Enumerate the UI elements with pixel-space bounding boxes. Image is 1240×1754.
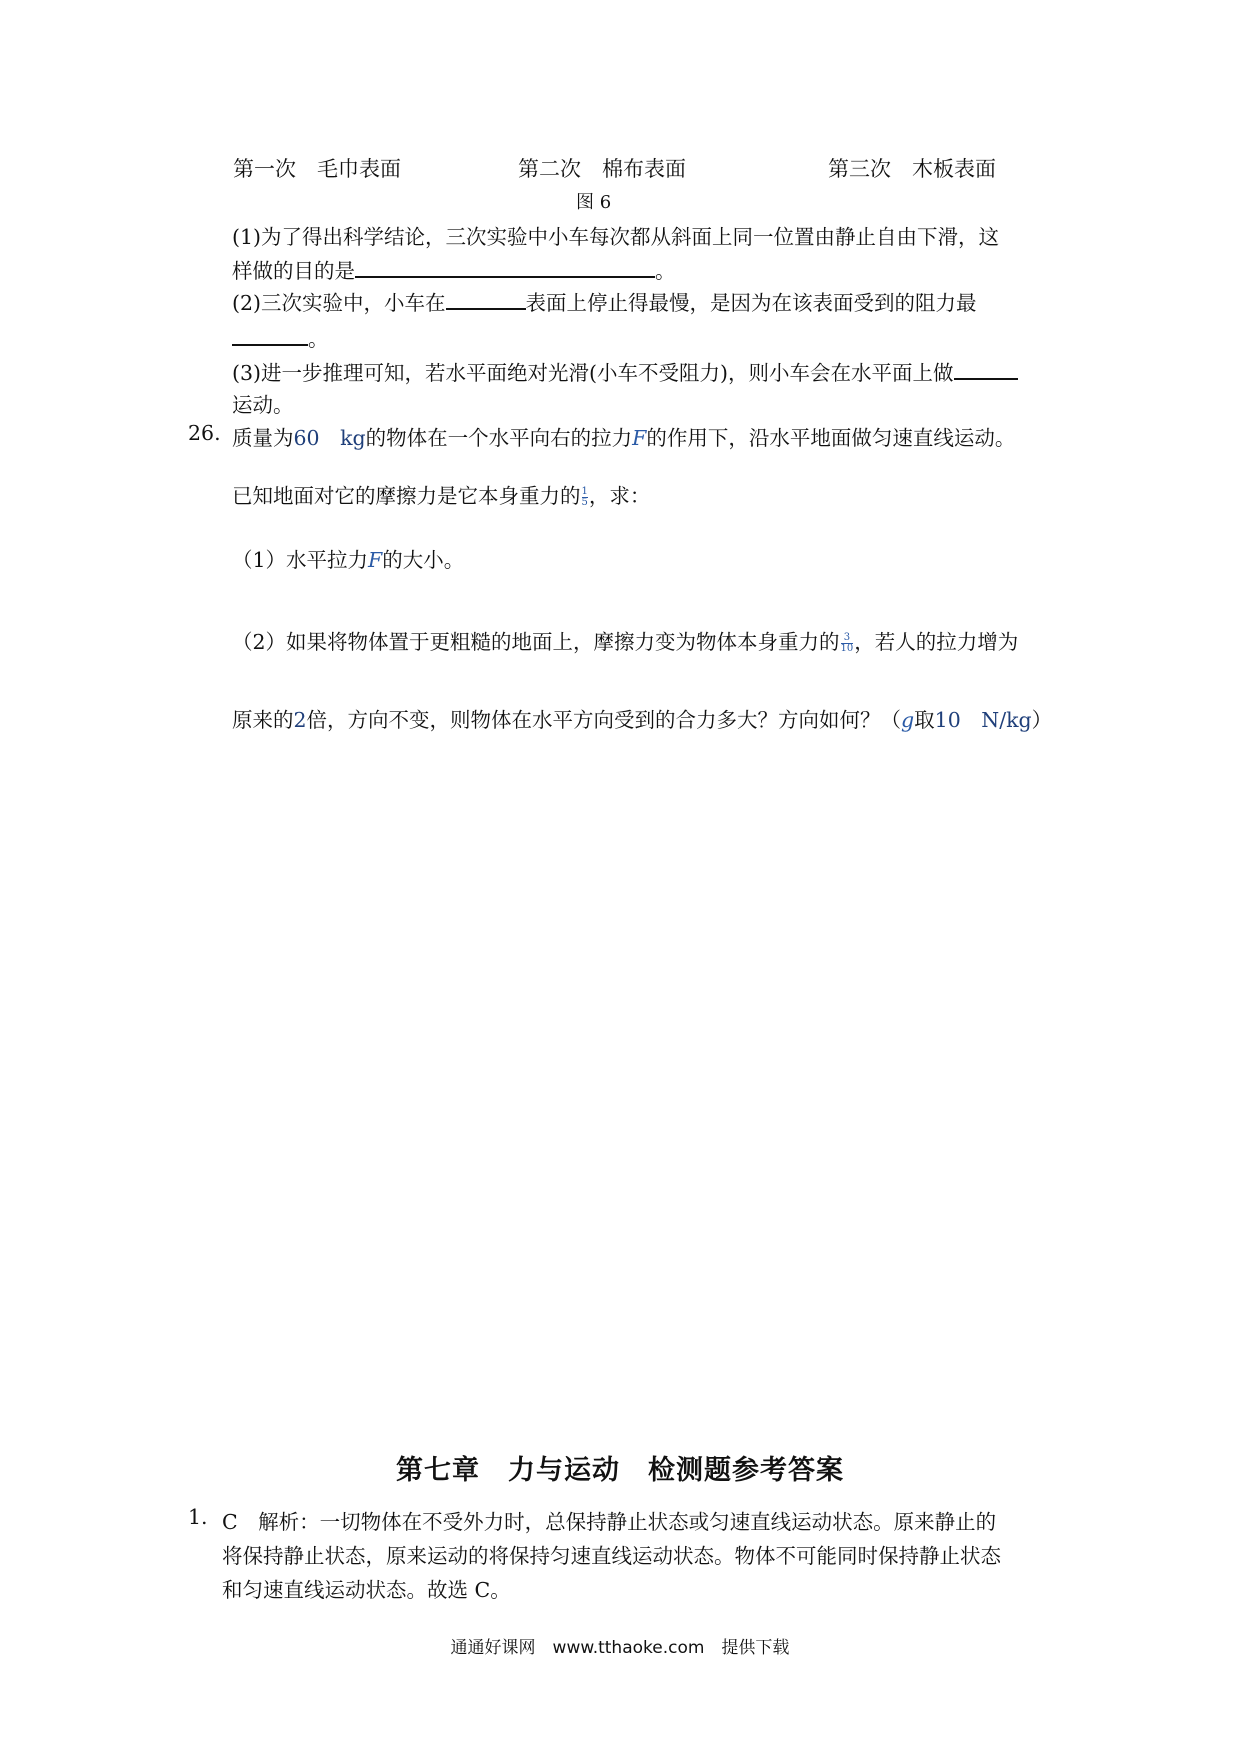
caption-second-trial: 第二次 棉布表面 [518, 157, 686, 181]
q25-part1-text: 样做的目的是 [232, 259, 355, 283]
answer-blank [232, 326, 308, 346]
q26-text: 的物体在一个水平向右的拉力 [365, 426, 633, 450]
q26-sub2-text: 倍，方向不变，则物体在水平方向受到的合力多大？方向如何？（ [306, 708, 902, 732]
q25-part3-line1 [232, 356, 1018, 386]
q25-part2-text-b: 表面上停止得最慢，是因为在该表面受到的阻力最 [525, 291, 977, 315]
q26-factor: 2 [293, 708, 307, 732]
answer1-line2: 将保持静止状态，原来运动的将保持匀速直线运动状态。物体不可能同时保持静止状态 [222, 1544, 1001, 1568]
q26-sub1-text: 的大小。 [382, 548, 465, 572]
q25-part2-line2 [232, 322, 329, 352]
q26-text: 的作用下，沿水平地面做匀速直线运动。 [646, 426, 1016, 450]
q26-sub1-text: （1）水平拉力 [232, 548, 369, 572]
q26-sub1 [232, 543, 464, 573]
q26-force-symbol: F [632, 426, 647, 450]
q26-sub2-text: ，若人的拉力增为 [854, 630, 1019, 654]
q26-line1 [232, 421, 1015, 451]
q26-g-symbol: g [901, 708, 915, 732]
q25-part1-line1: (1)为了得出科学结论，三次实验中小车每次都从斜面上同一位置由静止自由下滑，这 [232, 225, 1000, 249]
q26-sub2-text: （2）如果将物体置于更粗糙的地面上，摩擦力变为物体本身重力的 [232, 630, 840, 654]
q26-sub2-line2 [232, 703, 1052, 733]
q26-g-value: 10 N/kg [934, 708, 1032, 732]
q26-mass: 60 kg [293, 426, 366, 450]
q26-number: 26. [188, 421, 221, 445]
q25-part1-period: 。 [655, 259, 676, 283]
q25-part2-text-a: (2)三次实验中，小车在 [232, 291, 446, 315]
figure-label: 图 6 [576, 192, 612, 213]
q26-text: 质量为 [232, 426, 294, 450]
page-footer: 通通好课网 www.tthaoke.com 提供下载 [450, 1638, 790, 1658]
fraction-numerator: 1 [581, 486, 588, 497]
q26-sub2-line1 [232, 625, 1018, 655]
answer1-line1: C 解析：一切物体在不受外力时，总保持静止状态或匀速直线运动状态。原来静止的 [222, 1510, 997, 1534]
answer1-number: 1. [188, 1505, 208, 1529]
fraction-three-tenths [841, 633, 854, 654]
answer1-line3: 和匀速直线运动状态。故选 C。 [222, 1578, 511, 1602]
caption-first-trial: 第一次 毛巾表面 [233, 157, 401, 181]
q26-text: 已知地面对它的摩擦力是它本身重力的 [232, 484, 581, 508]
q25-part3-line2: 运动。 [232, 393, 294, 417]
q26-sub2-text: 取 [914, 708, 935, 732]
answer-section-title: 第七章 力与运动 检测题参考答案 [396, 1455, 844, 1486]
fraction-one-fifth [582, 487, 588, 508]
fraction-numerator: 3 [843, 632, 851, 643]
answer-blank [954, 360, 1018, 380]
q26-force-symbol: F [368, 548, 383, 572]
fraction-denominator: 5 [581, 497, 588, 508]
q26-text: ，求： [588, 484, 651, 508]
q25-part2-period: 。 [308, 327, 329, 351]
fraction-denominator: 10 [840, 643, 854, 654]
q26-sub2-text: 原来的 [232, 708, 294, 732]
q26-line2 [232, 479, 650, 509]
answer-blank [446, 290, 526, 310]
caption-third-trial: 第三次 木板表面 [828, 157, 996, 181]
answer-blank [355, 258, 655, 278]
q25-part1-line2 [232, 254, 676, 284]
q25-part2-line1 [232, 286, 977, 316]
q25-part3-text: (3)进一步推理可知，若水平面绝对光滑(小车不受阻力)，则小车会在水平面上做 [232, 361, 954, 385]
q26-sub2-text: ） [1031, 708, 1053, 732]
